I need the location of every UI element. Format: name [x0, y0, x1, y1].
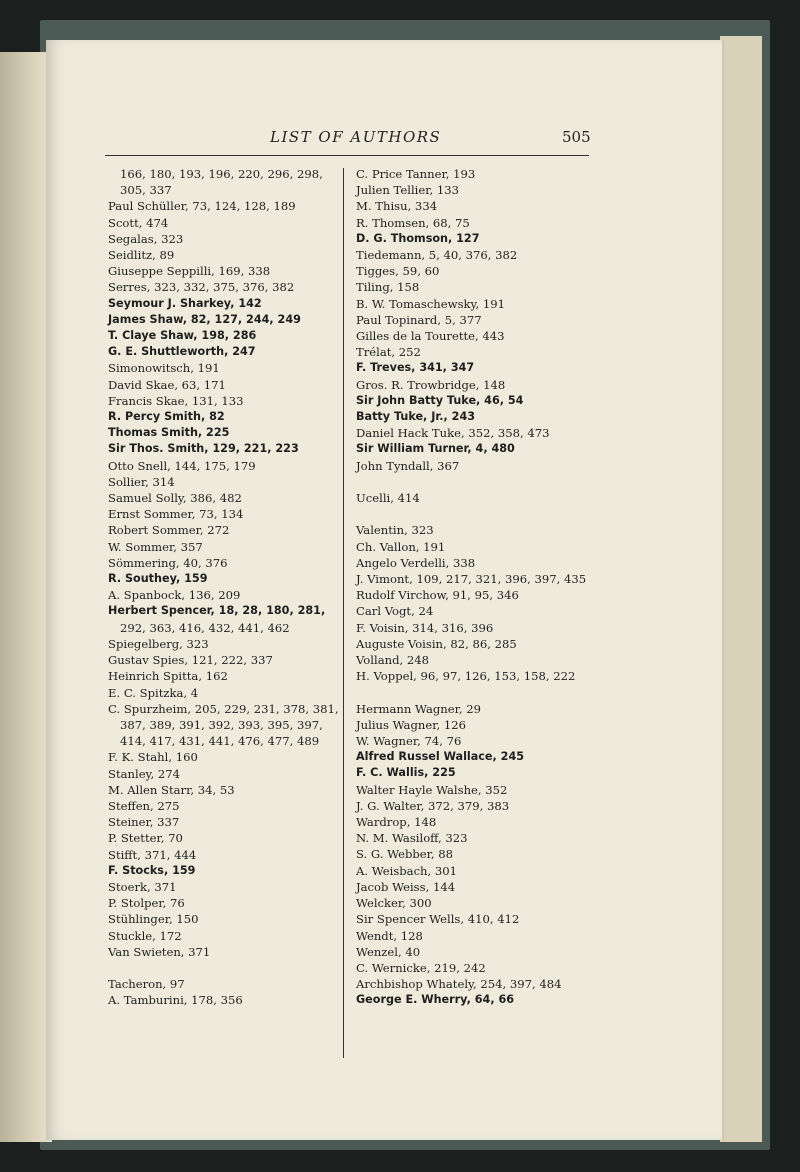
index-entry: Batty Tuke, Jr., 243: [356, 410, 476, 424]
section-gap: [108, 960, 348, 976]
index-entry: Trélat, 252: [356, 345, 421, 360]
index-entry: P. Stetter, 70: [108, 831, 183, 846]
index-entry: J. Vimont, 109, 217, 321, 396, 397, 435: [356, 572, 587, 587]
index-entry: Tiedemann, 5, 40, 376, 382: [356, 248, 518, 263]
index-entry: A. Weisbach, 301: [356, 863, 458, 878]
index-entry: J. G. Walter, 372, 379, 383: [356, 798, 510, 813]
index-entry: P. Stolper, 76: [108, 896, 185, 911]
index-entry: Stanley, 274: [108, 766, 181, 781]
left-column: [108, 166, 348, 1009]
index-entry: Carl Vogt, 24: [356, 604, 434, 619]
index-entry: Herbert Spencer, 18, 28, 180, 281,: [108, 604, 326, 618]
index-entry: Auguste Voisin, 82, 86, 285: [356, 636, 517, 651]
index-entry: Rudolf Virchow, 91, 95, 346: [356, 588, 519, 603]
index-entry: Gilles de la Tourette, 443: [356, 329, 505, 344]
index-entry: H. Voppel, 96, 97, 126, 153, 158, 222: [356, 669, 576, 684]
section-gap: [356, 474, 596, 490]
index-entry: Alfred Russel Wallace, 245: [356, 750, 525, 764]
index-entry: Welcker, 300: [356, 896, 432, 911]
index-entry: Sömmering, 40, 376: [108, 555, 228, 570]
index-entry: Ch. Vallon, 191: [356, 539, 446, 554]
index-entry: Seidlitz, 89: [108, 248, 175, 263]
index-entry: S. G. Webber, 88: [356, 847, 454, 862]
index-entry: Ernst Sommer, 73, 134: [108, 507, 244, 522]
index-entry: Stoerk, 371: [108, 879, 177, 894]
index-entry: George E. Wherry, 64, 66: [356, 993, 515, 1007]
index-entry: 166, 180, 193, 196, 220, 296, 298,: [120, 167, 323, 181]
index-entry: Thomas Smith, 225: [108, 426, 230, 440]
index-entry: Otto Snell, 144, 175, 179: [108, 458, 256, 473]
right-column: [356, 166, 596, 1009]
index-entry: Gros. R. Trowbridge, 148: [356, 377, 506, 392]
index-entry: Paul Schüller, 73, 124, 128, 189: [108, 199, 296, 214]
index-entry: Hermann Wagner, 29: [356, 701, 481, 716]
index-entry: Volland, 248: [356, 653, 430, 668]
index-entry: W. Wagner, 74, 76: [356, 734, 462, 749]
index-entry: Segalas, 323: [108, 231, 184, 246]
index-entry: Steiner, 337: [108, 815, 180, 830]
index-entry: B. W. Tomaschewsky, 191: [356, 296, 506, 311]
index-entry: F. C. Wallis, 225: [356, 766, 456, 780]
index-entry: Wenzel, 40: [356, 944, 421, 959]
index-entry: Heinrich Spitta, 162: [108, 669, 228, 684]
index-entry: Spiegelberg, 323: [108, 636, 209, 651]
index-entry: Walter Hayle Walshe, 352: [356, 782, 508, 797]
book-page: [46, 40, 722, 1140]
section-gap: [356, 684, 596, 700]
index-entry: Angelo Verdelli, 338: [356, 555, 476, 570]
index-entry: Sir Spencer Wells, 410, 412: [356, 912, 520, 927]
index-entry: Ucelli, 414: [356, 491, 420, 506]
index-entry: Valentin, 323: [356, 523, 434, 538]
index-entry: 305, 337: [120, 183, 172, 198]
index-entry: M. Allen Starr, 34, 53: [108, 782, 235, 797]
index-entry: 387, 389, 391, 392, 393, 395, 397,: [120, 717, 323, 732]
index-entry: R. Percy Smith, 82: [108, 410, 225, 424]
index-entry: Sir William Turner, 4, 480: [356, 442, 515, 456]
index-entry: N. M. Wasiloff, 323: [356, 831, 468, 846]
index-entry: John Tyndall, 367: [356, 458, 460, 473]
running-head: [46, 128, 722, 148]
index-entry: C. Spurzheim, 205, 229, 231, 378, 381,: [108, 701, 339, 716]
index-entry: 292, 363, 416, 432, 441, 462: [120, 620, 290, 635]
index-entry: Samuel Solly, 386, 482: [108, 491, 242, 506]
index-entry: M. Thisu, 334: [356, 199, 438, 214]
index-entry: Tigges, 59, 60: [356, 264, 440, 279]
index-entry: F. Treves, 341, 347: [356, 361, 475, 375]
index-entry: A. Spanbock, 136, 209: [108, 588, 241, 603]
index-entry: Sollier, 314: [108, 474, 175, 489]
index-entry: Julien Tellier, 133: [356, 183, 459, 198]
index-entry: Stifft, 371, 444: [108, 847, 197, 862]
index-entry: Van Swieten, 371: [108, 944, 211, 959]
section-gap: [356, 506, 596, 522]
running-title: LIST OF AUTHORS: [270, 128, 442, 146]
index-entry: Robert Sommer, 272: [108, 523, 230, 538]
index-entry: R. Thomsen, 68, 75: [356, 215, 470, 230]
index-entry: F. K. Stahl, 160: [108, 750, 198, 765]
index-entry: Wardrop, 148: [356, 815, 437, 830]
index-entry: W. Sommer, 357: [108, 539, 203, 554]
index-entry: A. Tamburini, 178, 356: [108, 993, 243, 1008]
index-entry: Scott, 474: [108, 215, 169, 230]
index-entry: R. Southey, 159: [108, 572, 208, 586]
index-entry: C. Price Tanner, 193: [356, 167, 476, 181]
index-entry: Sir Thos. Smith, 129, 221, 223: [108, 442, 299, 456]
index-entry: Julius Wagner, 126: [356, 717, 466, 732]
index-entry: Sir John Batty Tuke, 46, 54: [356, 393, 524, 407]
index-entry: Tiling, 158: [356, 280, 420, 295]
index-entry: F. Stocks, 159: [108, 863, 196, 877]
header-rule: [105, 155, 589, 156]
index-entry: Wendt, 128: [356, 928, 423, 943]
index-entry: C. Wernicke, 219, 242: [356, 960, 486, 975]
index-entry: David Skae, 63, 171: [108, 377, 226, 392]
index-entry: Paul Topinard, 5, 377: [356, 312, 482, 327]
page-number: 505: [562, 128, 591, 146]
index-entry: Stuckle, 172: [108, 928, 182, 943]
index-entry: Francis Skae, 131, 133: [108, 393, 244, 408]
index-entry: Serres, 323, 332, 375, 376, 382: [108, 280, 295, 295]
facing-page-edge: [0, 52, 52, 1142]
index-entry: James Shaw, 82, 127, 244, 249: [108, 312, 301, 326]
index-entry: Giuseppe Seppilli, 169, 338: [108, 264, 271, 279]
index-entry: Seymour J. Sharkey, 142: [108, 296, 262, 310]
index-entry: Tacheron, 97: [108, 977, 185, 992]
index-entry: G. E. Shuttleworth, 247: [108, 345, 256, 359]
index-entry: Simonowitsch, 191: [108, 361, 220, 376]
index-entry: Jacob Weiss, 144: [356, 879, 456, 894]
index-entry: T. Claye Shaw, 198, 286: [108, 329, 257, 343]
index-entry: Daniel Hack Tuke, 352, 358, 473: [356, 426, 550, 441]
index-entry: F. Voisin, 314, 316, 396: [356, 620, 494, 635]
index-entry: Archbishop Whately, 254, 397, 484: [356, 977, 562, 992]
index-entry: E. C. Spitzka, 4: [108, 685, 199, 700]
index-entry: Stühlinger, 150: [108, 912, 199, 927]
index-entry: Steffen, 275: [108, 798, 180, 813]
index-entry: Gustav Spies, 121, 222, 337: [108, 653, 273, 668]
index-entry: 414, 417, 431, 441, 476, 477, 489: [120, 734, 320, 749]
page-edges: [720, 36, 762, 1142]
index-entry: D. G. Thomson, 127: [356, 231, 480, 245]
